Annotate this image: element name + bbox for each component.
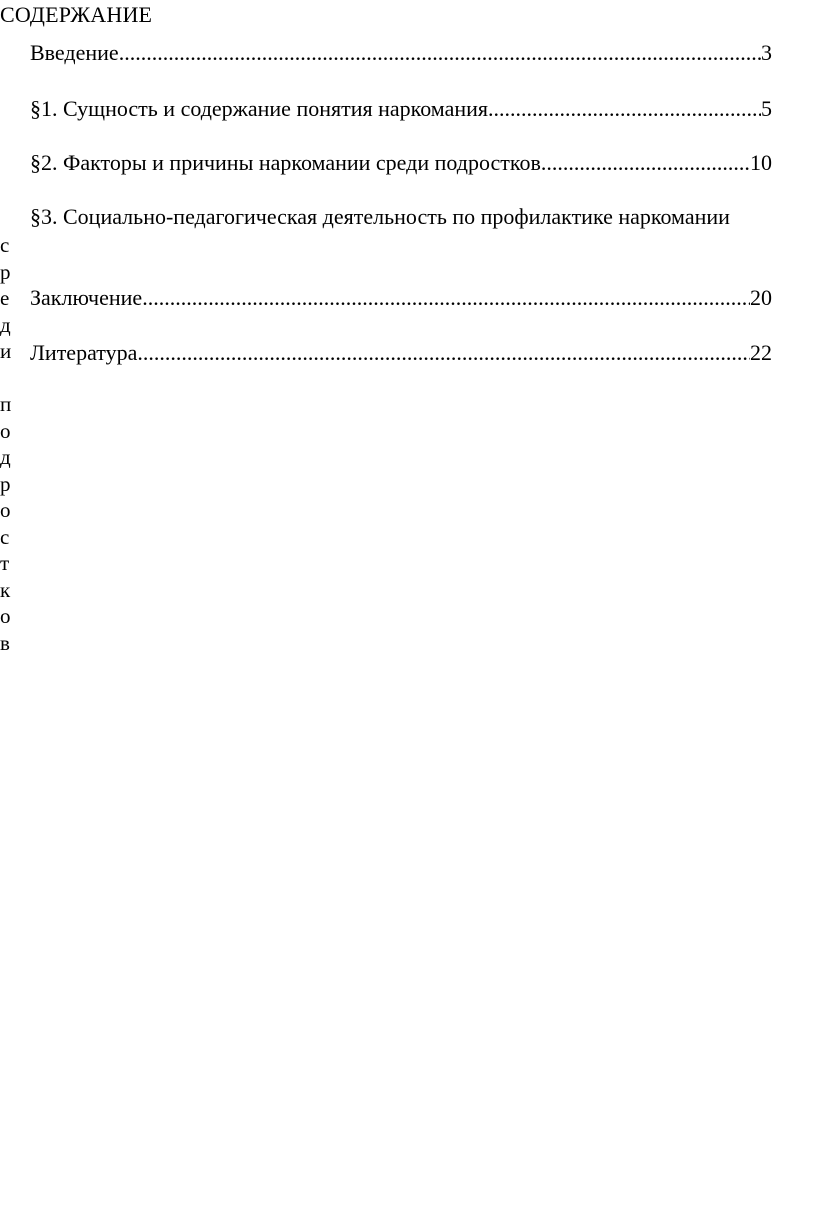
toc-item-label: Введение — [30, 40, 119, 65]
toc-item-label: §2. Факторы и причины наркомании среди подростков — [30, 150, 541, 175]
toc-item-page: 3 — [761, 40, 772, 65]
toc-item-conclusion — [30, 285, 772, 311]
toc-item-section-1 — [30, 96, 772, 122]
vertical-letter: д — [0, 445, 11, 469]
toc-item-section-3 — [30, 204, 790, 230]
toc-item-label: Заключение — [30, 285, 143, 310]
vertical-letter: р — [0, 259, 11, 284]
toc-item-label: §3. Социально-педагогическая деятельность по профилактике наркомании — [30, 204, 730, 229]
vertical-letter: р — [0, 471, 11, 496]
vertical-letter: п — [0, 392, 12, 416]
toc-item-introduction — [30, 40, 772, 66]
toc-item-label: §1. Сущность и содержание понятия наркомания — [30, 96, 489, 121]
vertical-letter: с — [0, 524, 10, 549]
toc-leader-dots — [488, 96, 761, 122]
vertical-letter: т — [0, 551, 10, 575]
toc-leader-dots — [142, 285, 750, 311]
toc-item-page: 20 — [750, 285, 772, 310]
vertical-letter — [0, 365, 18, 392]
toc-item-literature — [30, 340, 772, 366]
document-title: СОДЕРЖАНИЕ — [0, 2, 153, 27]
toc-leader-dots — [541, 150, 750, 176]
toc-item-label: Литература — [30, 340, 138, 365]
vertical-letter: с — [0, 233, 10, 257]
toc-leader-dots — [119, 40, 761, 66]
vertical-letter: и — [0, 339, 12, 363]
toc-item-page: 10 — [750, 150, 772, 175]
toc-item-page: 5 — [761, 96, 772, 121]
vertical-letter: о — [0, 498, 11, 522]
vertical-letter: в — [0, 630, 10, 655]
toc-item-page: 22 — [750, 340, 772, 365]
vertical-letter: е — [0, 286, 10, 310]
vertical-overflow-text — [0, 232, 18, 656]
toc-item-section-2 — [30, 150, 772, 176]
vertical-letter: о — [0, 418, 11, 443]
vertical-letter: д — [0, 312, 11, 337]
vertical-letter: о — [0, 604, 11, 628]
toc-leader-dots — [137, 340, 750, 366]
vertical-letter: к — [0, 577, 11, 602]
